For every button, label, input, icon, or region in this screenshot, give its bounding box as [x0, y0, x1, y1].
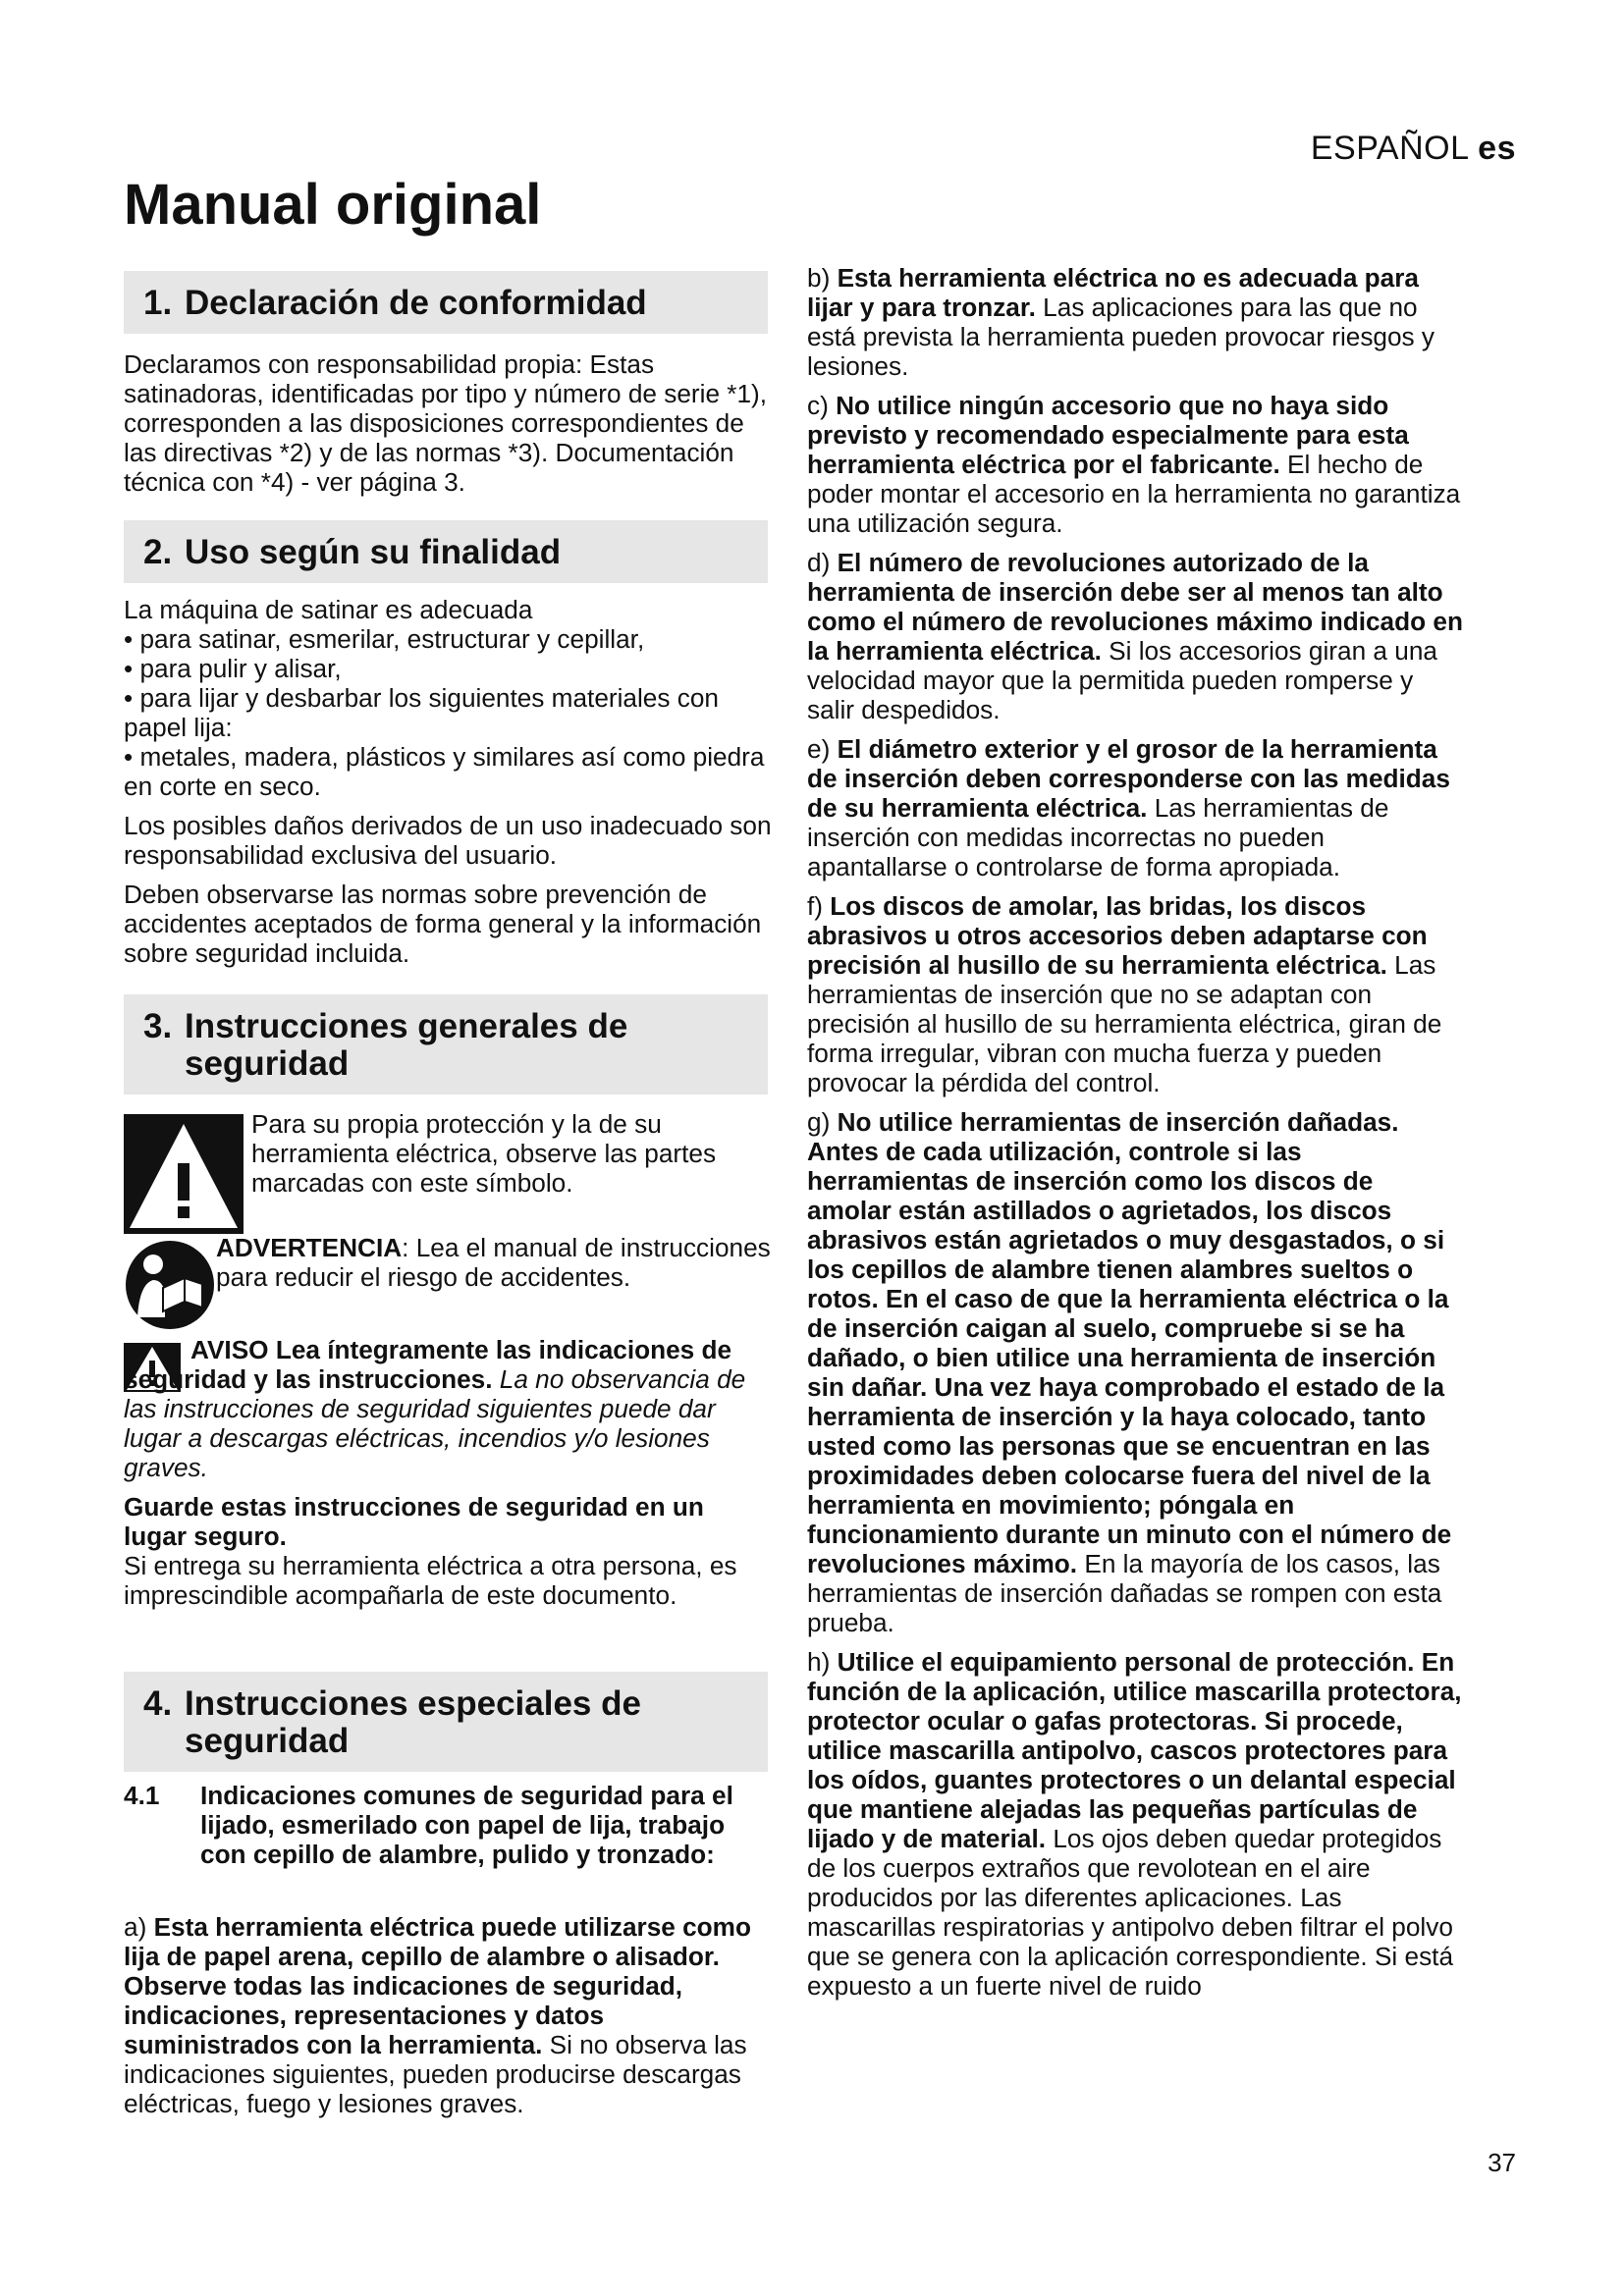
- section-1-heading: 1. Declaración de conformidad: [124, 271, 768, 334]
- list-item: d) El número de revoluciones autorizado de la herramienta de inserción debe ser al menos tan alto como el número de revoluciones máximo indicado en la herramienta eléctrica. Si los accesorios giran a una velocidad mayor que la permitida pueden romperse y salir despedidos.: [807, 548, 1463, 724]
- list-item: • para lijar y desbarbar los siguientes materiales con papel lija:: [124, 683, 719, 742]
- list-item: • metales, madera, plásticos y similares así como piedra en corte en seco.: [124, 742, 765, 801]
- list-item: g) No utilice herramientas de inserción dañadas. Antes de cada utilización, controle si las herramientas de inserción como los discos de amolar están astillados o agrietados, los discos abrasivos están agrietados o muy desgastados, o si los cepillos de alambre tienen alambres sueltos o rotos. En el caso de que la herramienta eléctrica o la de inserción caigan al suelo, compruebe si se ha dañado, o bien utilice una herramienta de inserción sin dañar. Una vez haya comprobado el estado de la herramienta de inserción y la haya colocado, tanto usted como las personas que se encuentran en las proximidades deben colocarse fuera del nivel de la herramienta en movimiento; póngala en funcionamiento durante un minuto con el número de revoluciones máximo. En la mayoría de los casos, las herramientas de inserción dañadas se rompen con esta prueba.: [807, 1107, 1452, 1637]
- read-manual-icon: [124, 1239, 216, 1337]
- aviso-paragraph: AVISO Lea íntegramente las indicaciones de seguridad y las instrucciones. La no observancia de las instrucciones de seguridad siguientes puede dar lugar a descargas eléctricas, incendios y/o lesiones graves. Guarde estas instrucciones de seguridad en un lugar seguro. Si entrega su herramienta eléctrica a otra persona, es imprescindible acompañarla de este documento.: [124, 1335, 746, 1610]
- section-4-heading: 4. Instrucciones especiales de seguridad: [124, 1672, 768, 1772]
- list-item: • para satinar, esmerilar, estructurar y cepillar,: [124, 624, 645, 654]
- list-item: b) Esta herramienta eléctrica no es adecuada para lijar y para tronzar. Las aplicaciones para las que no está prevista la herramienta pueden provocar riesgos y lesiones.: [807, 263, 1435, 381]
- list-item: f) Los discos de amolar, las bridas, los discos abrasivos u otros accesorios deben adaptarse con precisión al husillo de su herramienta eléctrica. Las herramientas de inserción que no se adaptan con precisión al husillo de su herramienta eléctrica, giran de forma irregular, vibran con mucha fuerza y pueden provocar la pérdida del control.: [807, 891, 1442, 1097]
- section-2-heading: 2. Uso según su finalidad: [124, 520, 768, 583]
- page-title: Manual original: [124, 173, 542, 237]
- advertencia-text: ADVERTENCIA: Lea el manual de instrucciones para reducir el riesgo de accidentes.: [216, 1233, 771, 1292]
- list-item: e) El diámetro exterior y el grosor de la herramienta de inserción deben corresponderse con las medidas de su herramienta eléctrica. Las herramientas de inserción con medidas incorrectas no pueden apantallarse o controlarse de forma apropiada.: [807, 734, 1450, 881]
- right-column: [807, 263, 1463, 2010]
- language-header: ESPAÑOL es: [1310, 130, 1516, 167]
- subsection-4-1-heading: 4.1 Indicaciones comunes de seguridad para el lijado, esmerilado con papel de lija, trabajo con cepillo de alambre, pulido y tronzado:: [124, 1781, 733, 1869]
- list-item: h) Utilice el equipamiento personal de protección. En función de la aplicación, utilice mascarilla protectora, protector ocular o gafas protectoras. Si procede, utilice mascarilla antipolvo, cascos protectores para los oídos, guantes protectores o un delantal especial que mantiene alejadas las pequeñas partículas de lijado y de material. Los ojos deben quedar protegidos de los cuerpos extraños que revolotean en el aire producidos por las diferentes aplicaciones. Las mascarillas respiratorias y antipolvo deben filtrar el polvo que se genera con la aplicación correspondiente. Si está expuesto a un fuerte nivel de ruido: [807, 1647, 1462, 2001]
- list-item: c) No utilice ningún accesorio que no haya sido previsto y recomendado especialmente para esta herramienta eléctrica por el fabricante. El hecho de poder montar el accesorio en la herramienta no garantiza una utilización segura.: [807, 391, 1461, 538]
- page-number: 37: [1488, 2148, 1516, 2177]
- list-item: • para pulir y alisar,: [124, 654, 342, 683]
- symbol-explanation: Para su propia protección y la de su herramienta eléctrica, observe las partes marcadas con este símbolo.: [251, 1109, 717, 1198]
- section-2-body: La máquina de satinar es adecuada • para satinar, esmerilar, estructurar y cepillar, • para pulir y alisar, • para lijar y desbarbar los siguientes materiales con papel lija: • metales, madera, plásticos y similares así como piedra en corte en seco. Los posibles daños derivados de un uso inadecuado son responsabilidad exclusiva del usuario. Deben observarse las normas sobre prevención de accidentes aceptados de forma general y la información sobre seguridad incluida.: [124, 595, 772, 968]
- warning-triangle-icon: [124, 1114, 244, 1234]
- section-1-body: Declaramos con responsabilidad propia: Estas satinadoras, identificadas por tipo y número de serie *1), corresponden a las disposiciones correspondientes de las directivas *2) y de las normas *3). Documentación técnica con *4) - ver página 3.: [124, 349, 768, 497]
- section-3-heading: 3. Instrucciones generales de seguridad: [124, 994, 768, 1095]
- item-a: a) Esta herramienta eléctrica puede utilizarse como lija de papel arena, cepillo de alambre o alisador. Observe todas las indicaciones de seguridad, indicaciones, representaciones y datos suministrados con la herramienta. Si no observa las indicaciones siguientes, pueden producirse descargas eléctricas, fuego y lesiones graves.: [124, 1912, 751, 2118]
